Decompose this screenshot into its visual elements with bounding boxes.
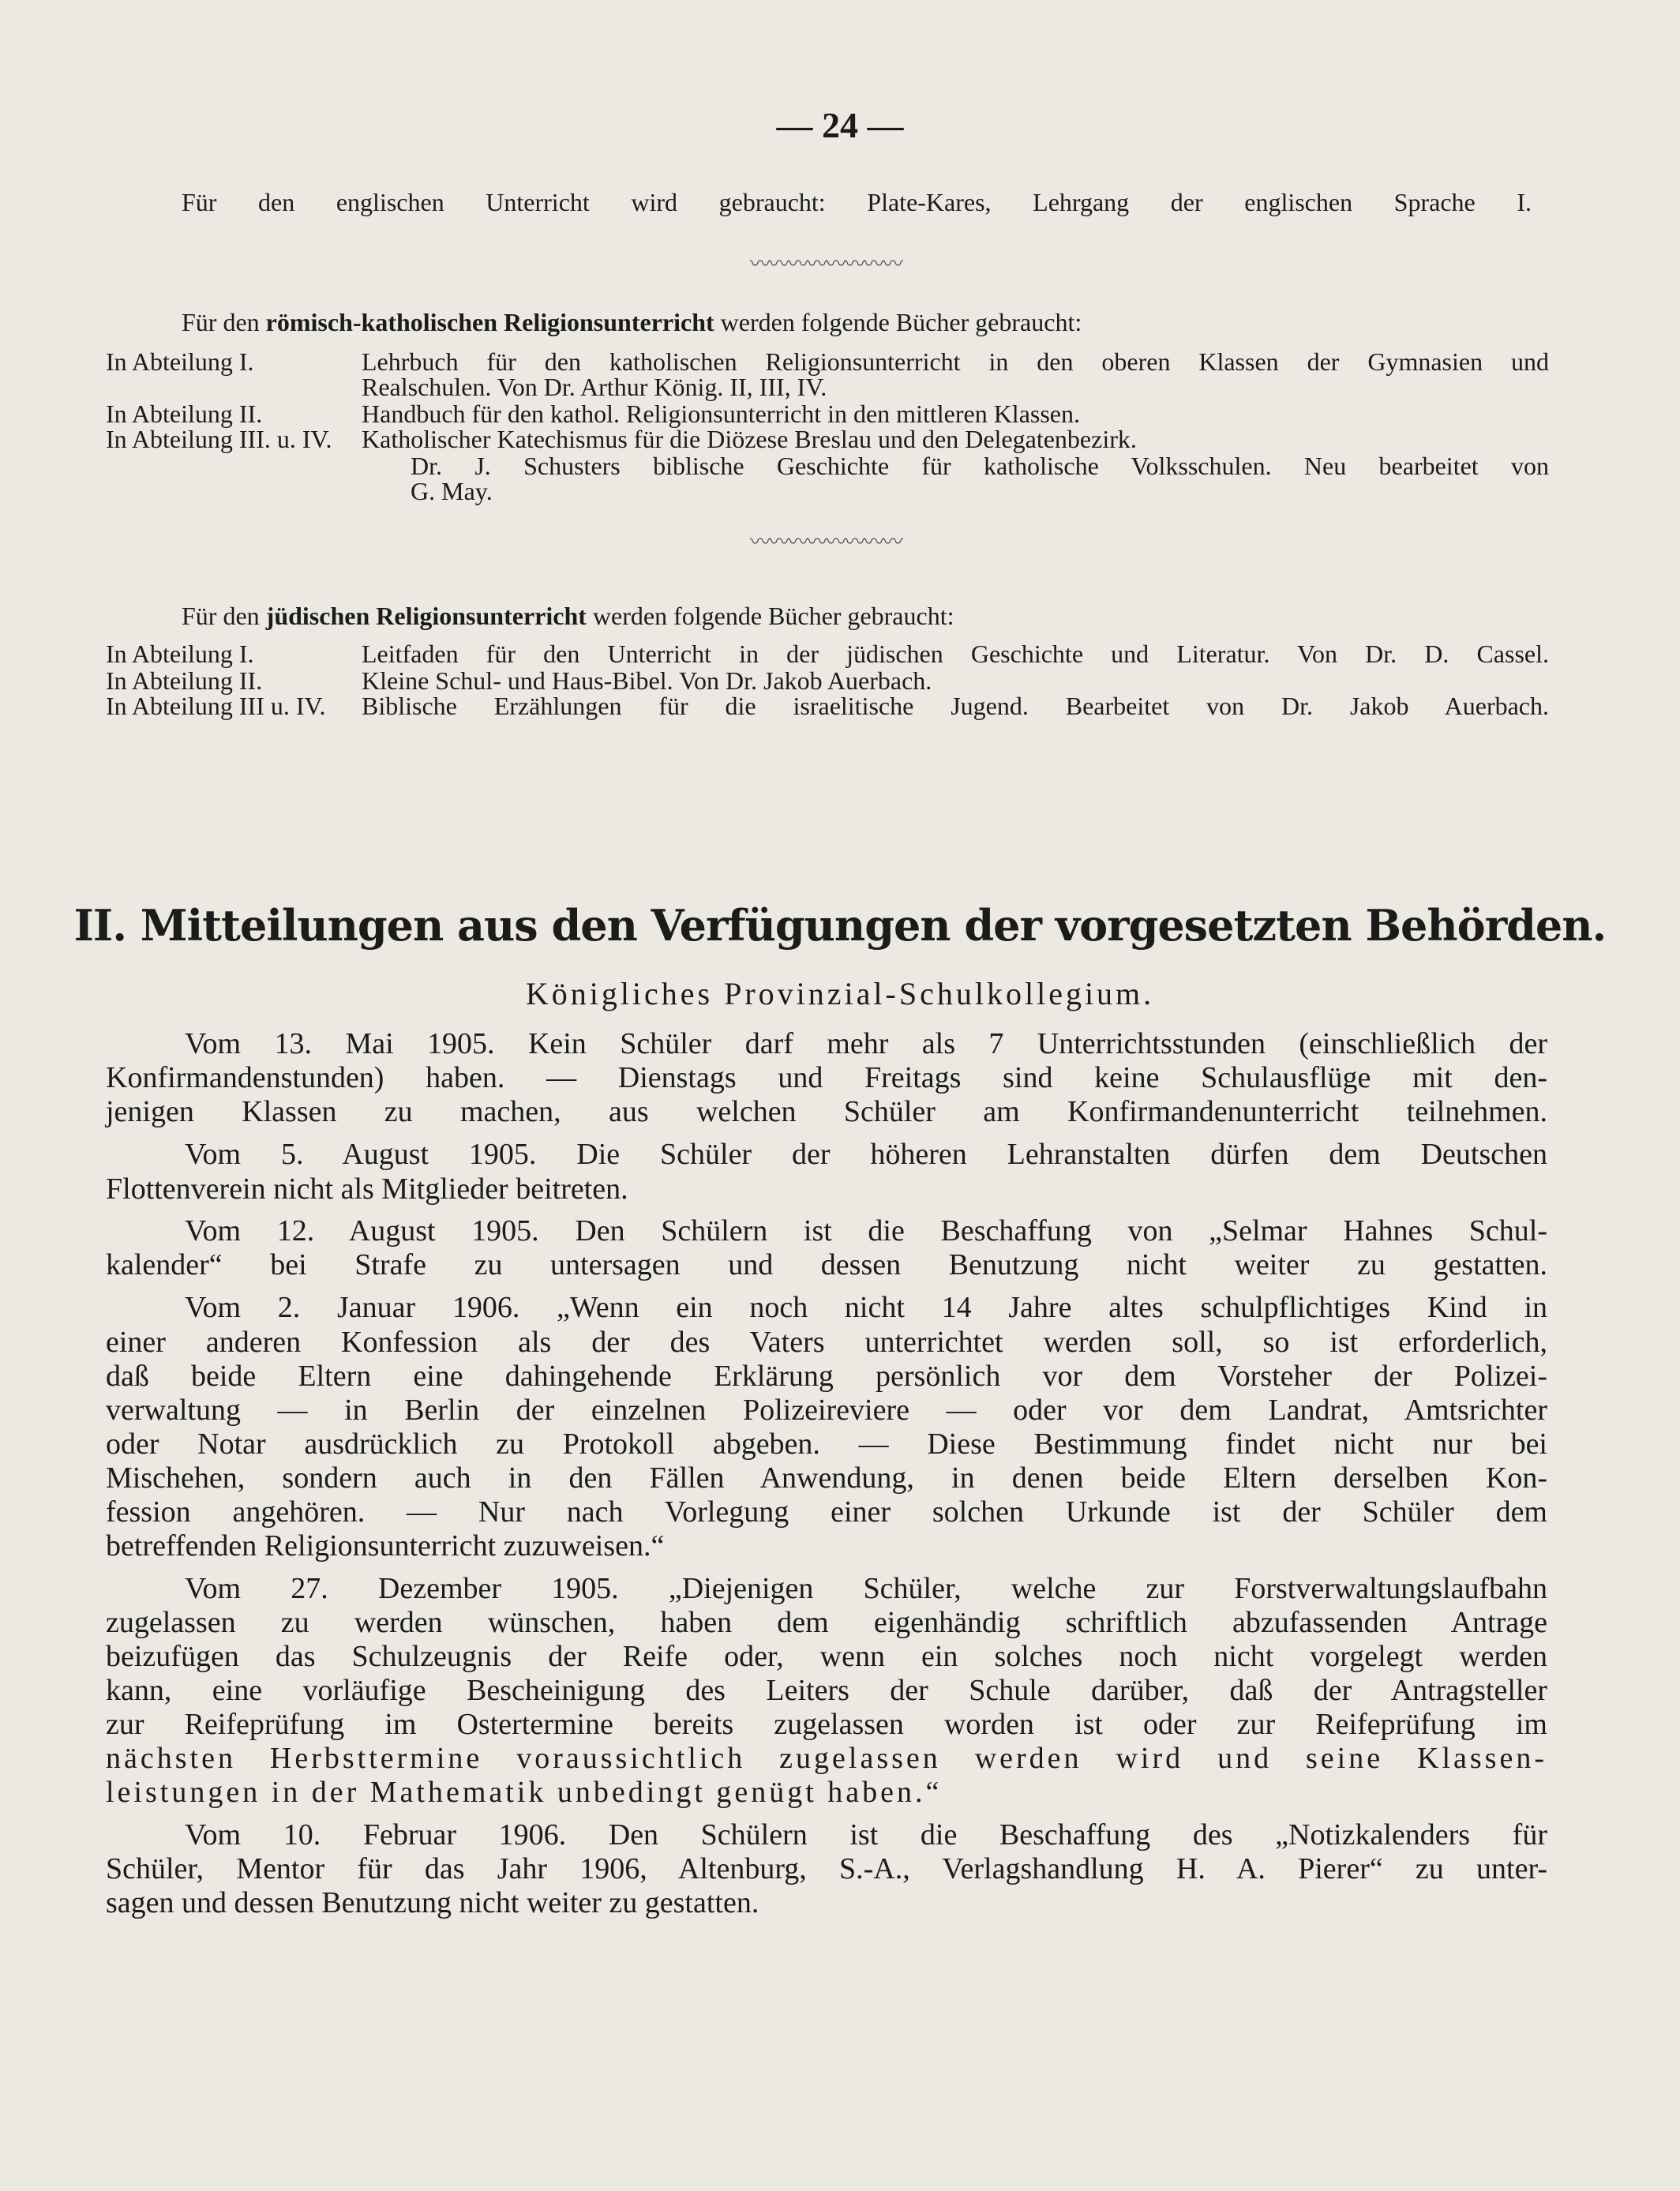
body-line: Vom 5. August 1905. Die Schüler der höheren Lehranstalten dürfen dem Deutschen <box>185 1138 1547 1171</box>
body-line: fession angehören. — Nur nach Vorlegung einer solchen Urkunde ist der Schüler dem <box>106 1495 1547 1529</box>
separator-ornament: 〰〰〰〰〰〰〰〰 <box>750 253 902 276</box>
row-label: In Abteilung III u. IV. <box>106 692 326 720</box>
body-line: oder Notar ausdrücklich zu Protokoll abgeben. — Diese Bestimmung findet nicht nur bei <box>106 1428 1547 1461</box>
jewish-row-2 <box>106 668 1549 693</box>
body-line: zugelassen zu werden wünschen, haben dem eigenhändig schriftlich abzufassenden Antrage <box>106 1606 1547 1639</box>
row-label: In Abteilung I. <box>106 640 254 668</box>
row-label: In Abteilung I. <box>106 347 254 376</box>
body-line: daß beide Eltern eine dahingehende Erklärung persönlich vor dem Vorsteher der Polizei- <box>106 1360 1547 1393</box>
body-line: jenigen Klassen zu machen, aus welchen Schüler am Konfirmandenunterricht teilnehmen. <box>106 1095 1547 1128</box>
jewish-row-3 <box>106 693 1549 718</box>
body-line: kann, eine vorläufige Bescheinigung des Leiters der Schule darüber, daß der Antragsteller <box>106 1674 1547 1707</box>
catholic-subject: römisch-katholischen Religionsunterricht <box>265 308 714 336</box>
body-line: einer anderen Konfession als der des Vaters unterrichtet werden soll, so ist erforderlich, <box>106 1326 1547 1359</box>
row-text: Biblische Erzählungen für die israelitische Jugend. Bearbeitet von Dr. Jakob Auerbach. <box>362 692 1549 720</box>
jewish-intro: Für den jüdischen Religionsunterricht werden folgende Bücher gebraucht: <box>182 602 954 630</box>
row-label: In Abteilung II. <box>106 666 263 695</box>
body-line: Vom 2. Januar 1906. „Wenn ein noch nicht 14 Jahre altes schulpflichtiges Kind in <box>185 1291 1547 1324</box>
row-text: Leitfaden für den Unterricht in der jüdischen Geschichte und Literatur. Von Dr. D. Cassel. <box>362 640 1549 668</box>
body-line: Mischehen, sondern auch in den Fällen Anwendung, in denen beide Eltern derselben Kon- <box>106 1461 1547 1495</box>
row-text: Lehrbuch für den katholischen Religionsunterricht in den oberen Klassen der Gymnasien und <box>362 347 1549 376</box>
body-line: Vom 10. Februar 1906. Den Schülern ist die Beschaffung des „Notizkalenders für <box>185 1818 1547 1851</box>
body-line: beizufügen das Schulzeugnis der Reife oder, wenn ein solches noch nicht vorgelegt werden <box>106 1640 1547 1673</box>
row-text-continuation: Realschulen. Von Dr. Arthur König. II, III, IV. <box>362 373 827 401</box>
body-line: Vom 13. Mai 1905. Kein Schüler darf mehr als 7 Unterrichtsstunden (einschließlich der <box>185 1027 1547 1060</box>
catholic-row-1 <box>106 349 1549 374</box>
body-line: nächsten Herbsttermine voraussichtlich zugelassen werden wird und seine Klassen- <box>106 1742 1547 1775</box>
body-line: Konfirmandenstunden) haben. — Dienstags und Freitags sind keine Schulausflüge mit den- <box>106 1061 1547 1094</box>
body-line: Schüler, Mentor für das Jahr 1906, Altenburg, S.-A., Verlagshandlung H. A. Pierer“ zu unter- <box>106 1852 1547 1885</box>
catholic-row-2 <box>106 401 1549 426</box>
catholic-row-1-cont <box>106 374 1549 400</box>
body-line: Vom 12. August 1905. Den Schülern ist die Beschaffung von „Selmar Hahnes Schul- <box>185 1214 1547 1247</box>
catholic-row-3 <box>106 426 1549 452</box>
jewish-subject: jüdischen Religionsunterricht <box>265 602 587 630</box>
body-line: leistungen in der Mathematik unbedingt genügt haben.“ <box>106 1776 943 1809</box>
separator-ornament: 〰〰〰〰〰〰〰〰 <box>750 531 902 553</box>
row-text: Kleine Schul- und Haus-Bibel. Von Dr. Jakob Auerbach. <box>362 666 932 695</box>
row-label: In Abteilung II. <box>106 400 263 428</box>
body-line: betreffenden Religionsunterricht zuzuweisen.“ <box>106 1529 665 1563</box>
body-line: Vom 27. Dezember 1905. „Diejenigen Schüler, welche zur Forstverwaltungslaufbahn <box>185 1572 1547 1605</box>
catholic-row-3-cont2 <box>411 478 1549 504</box>
body-line: verwaltung — in Berlin der einzelnen Polizeireviere — oder vor dem Landrat, Amtsrichter <box>106 1394 1547 1427</box>
body-line: Flottenverein nicht als Mitglieder beitreten. <box>106 1172 628 1206</box>
body-line: sagen und dessen Benutzung nicht weiter zu gestatten. <box>106 1886 759 1919</box>
row-label: In Abteilung III. u. IV. <box>106 425 332 453</box>
body-line: zur Reifeprüfung im Ostertermine bereits zugelassen worden ist oder zur Reifeprüfung im <box>106 1708 1547 1741</box>
english-textbook-line: Für den englischen Unterricht wird gebraucht: Plate-Kares, Lehrgang der englischen Sprache I. <box>182 188 1532 216</box>
page-number: — 24 — <box>776 105 904 145</box>
section-heading: II. Mitteilungen aus den Verfügungen der vorgesetzten Behörden. <box>73 900 1607 951</box>
row-text-continuation: G. May. <box>411 477 493 505</box>
catholic-intro: Für den römisch-katholischen Religionsunterricht werden folgende Bücher gebraucht: <box>182 308 1082 336</box>
jewish-row-1 <box>106 641 1549 666</box>
body-line: kalender“ bei Strafe zu untersagen und dessen Benutzung nicht weiter zu gestatten. <box>106 1248 1547 1281</box>
section-subheading: Königliches Provinzial-Schulkollegium. <box>525 976 1155 1011</box>
row-text: Handbuch für den kathol. Religionsunterricht in den mittleren Klassen. <box>362 400 1080 428</box>
catholic-row-3-cont <box>411 453 1549 478</box>
row-text: Katholischer Katechismus für die Diözese Breslau und den Delegatenbezirk. <box>362 425 1137 453</box>
row-text-continuation: Dr. J. Schusters biblische Geschichte für katholische Volksschulen. Neu bearbeitet von <box>411 452 1549 480</box>
